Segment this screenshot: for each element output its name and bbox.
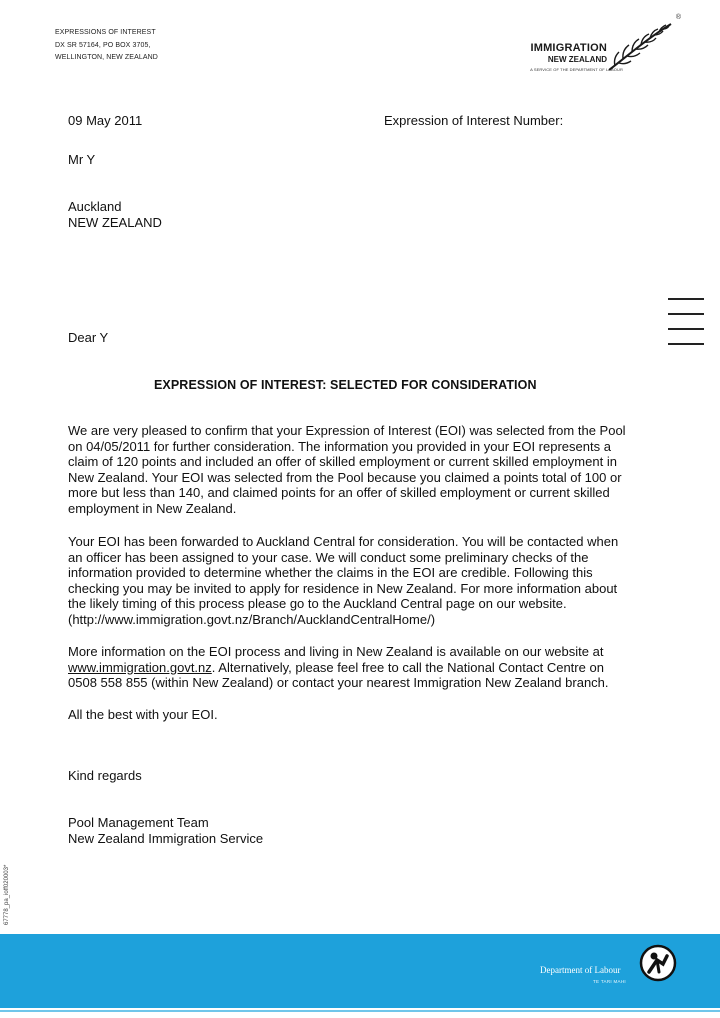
paragraph-line: More information on the EOI process and living in New Zealand is available on our website at — [68, 644, 604, 659]
footer-divider — [0, 1010, 720, 1012]
margin-marks — [668, 298, 704, 358]
paragraph-line-rest: . Alternatively, please feel free to call the National Contact Centre on — [211, 659, 604, 675]
margin-mark-line — [668, 298, 704, 300]
logo-word-new-zealand: NEW ZEALAND — [547, 55, 607, 64]
paragraph-line — [68, 660, 658, 676]
website-link[interactable]: www.immigration.govt.nz — [68, 659, 212, 675]
eoi-number-label: Expression of Interest Number: — [384, 113, 564, 128]
logo-word-immigration: IMMIGRATION — [530, 42, 607, 54]
margin-mark-line — [668, 343, 704, 345]
paragraph-line: Your EOI has been forwarded to Auckland Central for consideration. You will be contacted when — [68, 534, 619, 549]
paragraph-line: 0508 558 855 (within New Zealand) or contact your nearest Immigration New Zealand branch. — [68, 675, 609, 691]
signature-line: Pool Management Team — [68, 815, 209, 830]
closing: Kind regards — [68, 768, 142, 783]
paragraph-line: more but less than 140, and claimed points for an offer of skilled employment or current skilled — [68, 485, 610, 501]
department-of-labour-logo-icon — [637, 942, 679, 984]
body-paragraph-selection — [68, 423, 658, 517]
letter-date: 09 May 2011 — [68, 113, 143, 128]
sender-address — [55, 27, 158, 65]
paragraph-line: on 04/05/2011 for further consideration. The information you provided in your EOI represents a — [68, 438, 611, 454]
salutation: Dear Y — [68, 330, 109, 345]
body-paragraph-forwarded — [68, 534, 658, 628]
recipient-name: Mr Y — [68, 152, 96, 167]
document-reference-code: 67778_pa_ioff020003* — [4, 864, 10, 925]
letter-heading: EXPRESSION OF INTEREST: SELECTED FOR CONSIDERATION — [154, 378, 537, 392]
paragraph-line: the likely timing of this process please go to the Auckland Central page on our website. — [68, 596, 567, 612]
department-tagline: TE TARI MAHI — [593, 979, 626, 984]
sender-line: DX SR 57164, PO BOX 3705, — [55, 41, 151, 49]
fern-icon — [605, 18, 677, 74]
paragraph-line: an officer has been assigned to your case. We will conduct some preliminary checks of the — [68, 549, 589, 565]
recipient-address-line: NEW ZEALAND — [68, 215, 162, 230]
registered-mark-icon: ® — [675, 14, 681, 21]
signature-line: New Zealand Immigration Service — [68, 831, 264, 846]
margin-mark-line — [668, 328, 704, 330]
paragraph-line: (http://www.immigration.govt.nz/Branch/AucklandCentralHome/) — [68, 611, 436, 627]
immigration-nz-logo — [505, 14, 685, 74]
paragraph-line: checking you may be invited to apply for residence in New Zealand. For more information about — [68, 580, 618, 596]
paragraph-line: information provided to determine whether the claims in the EOI are credible. Following this — [68, 565, 593, 581]
department-name: Department of Labour — [540, 965, 621, 975]
sender-line: EXPRESSIONS OF INTEREST — [55, 29, 156, 36]
logo-tagline: A SERVICE OF THE DEPARTMENT OF LABOUR — [530, 67, 623, 72]
paragraph-line: claim of 120 points and included an offer of skilled employment or current skilled employment in — [68, 454, 617, 470]
paragraph-line: New Zealand. Your EOI was selected from the Pool because you claimed a points total of 100 or — [68, 469, 622, 485]
paragraph-line: We are very pleased to confirm that your Expression of Interest (EOI) was selected from the Pool — [68, 423, 626, 438]
sender-line: WELLINGTON, NEW ZEALAND — [55, 54, 158, 61]
body-paragraph-more-info — [68, 644, 658, 691]
body-paragraph-best-wishes: All the best with your EOI. — [68, 707, 218, 722]
recipient-address-line: Auckland — [68, 199, 122, 214]
margin-mark-line — [668, 313, 704, 315]
paragraph-line: employment in New Zealand. — [68, 500, 237, 516]
